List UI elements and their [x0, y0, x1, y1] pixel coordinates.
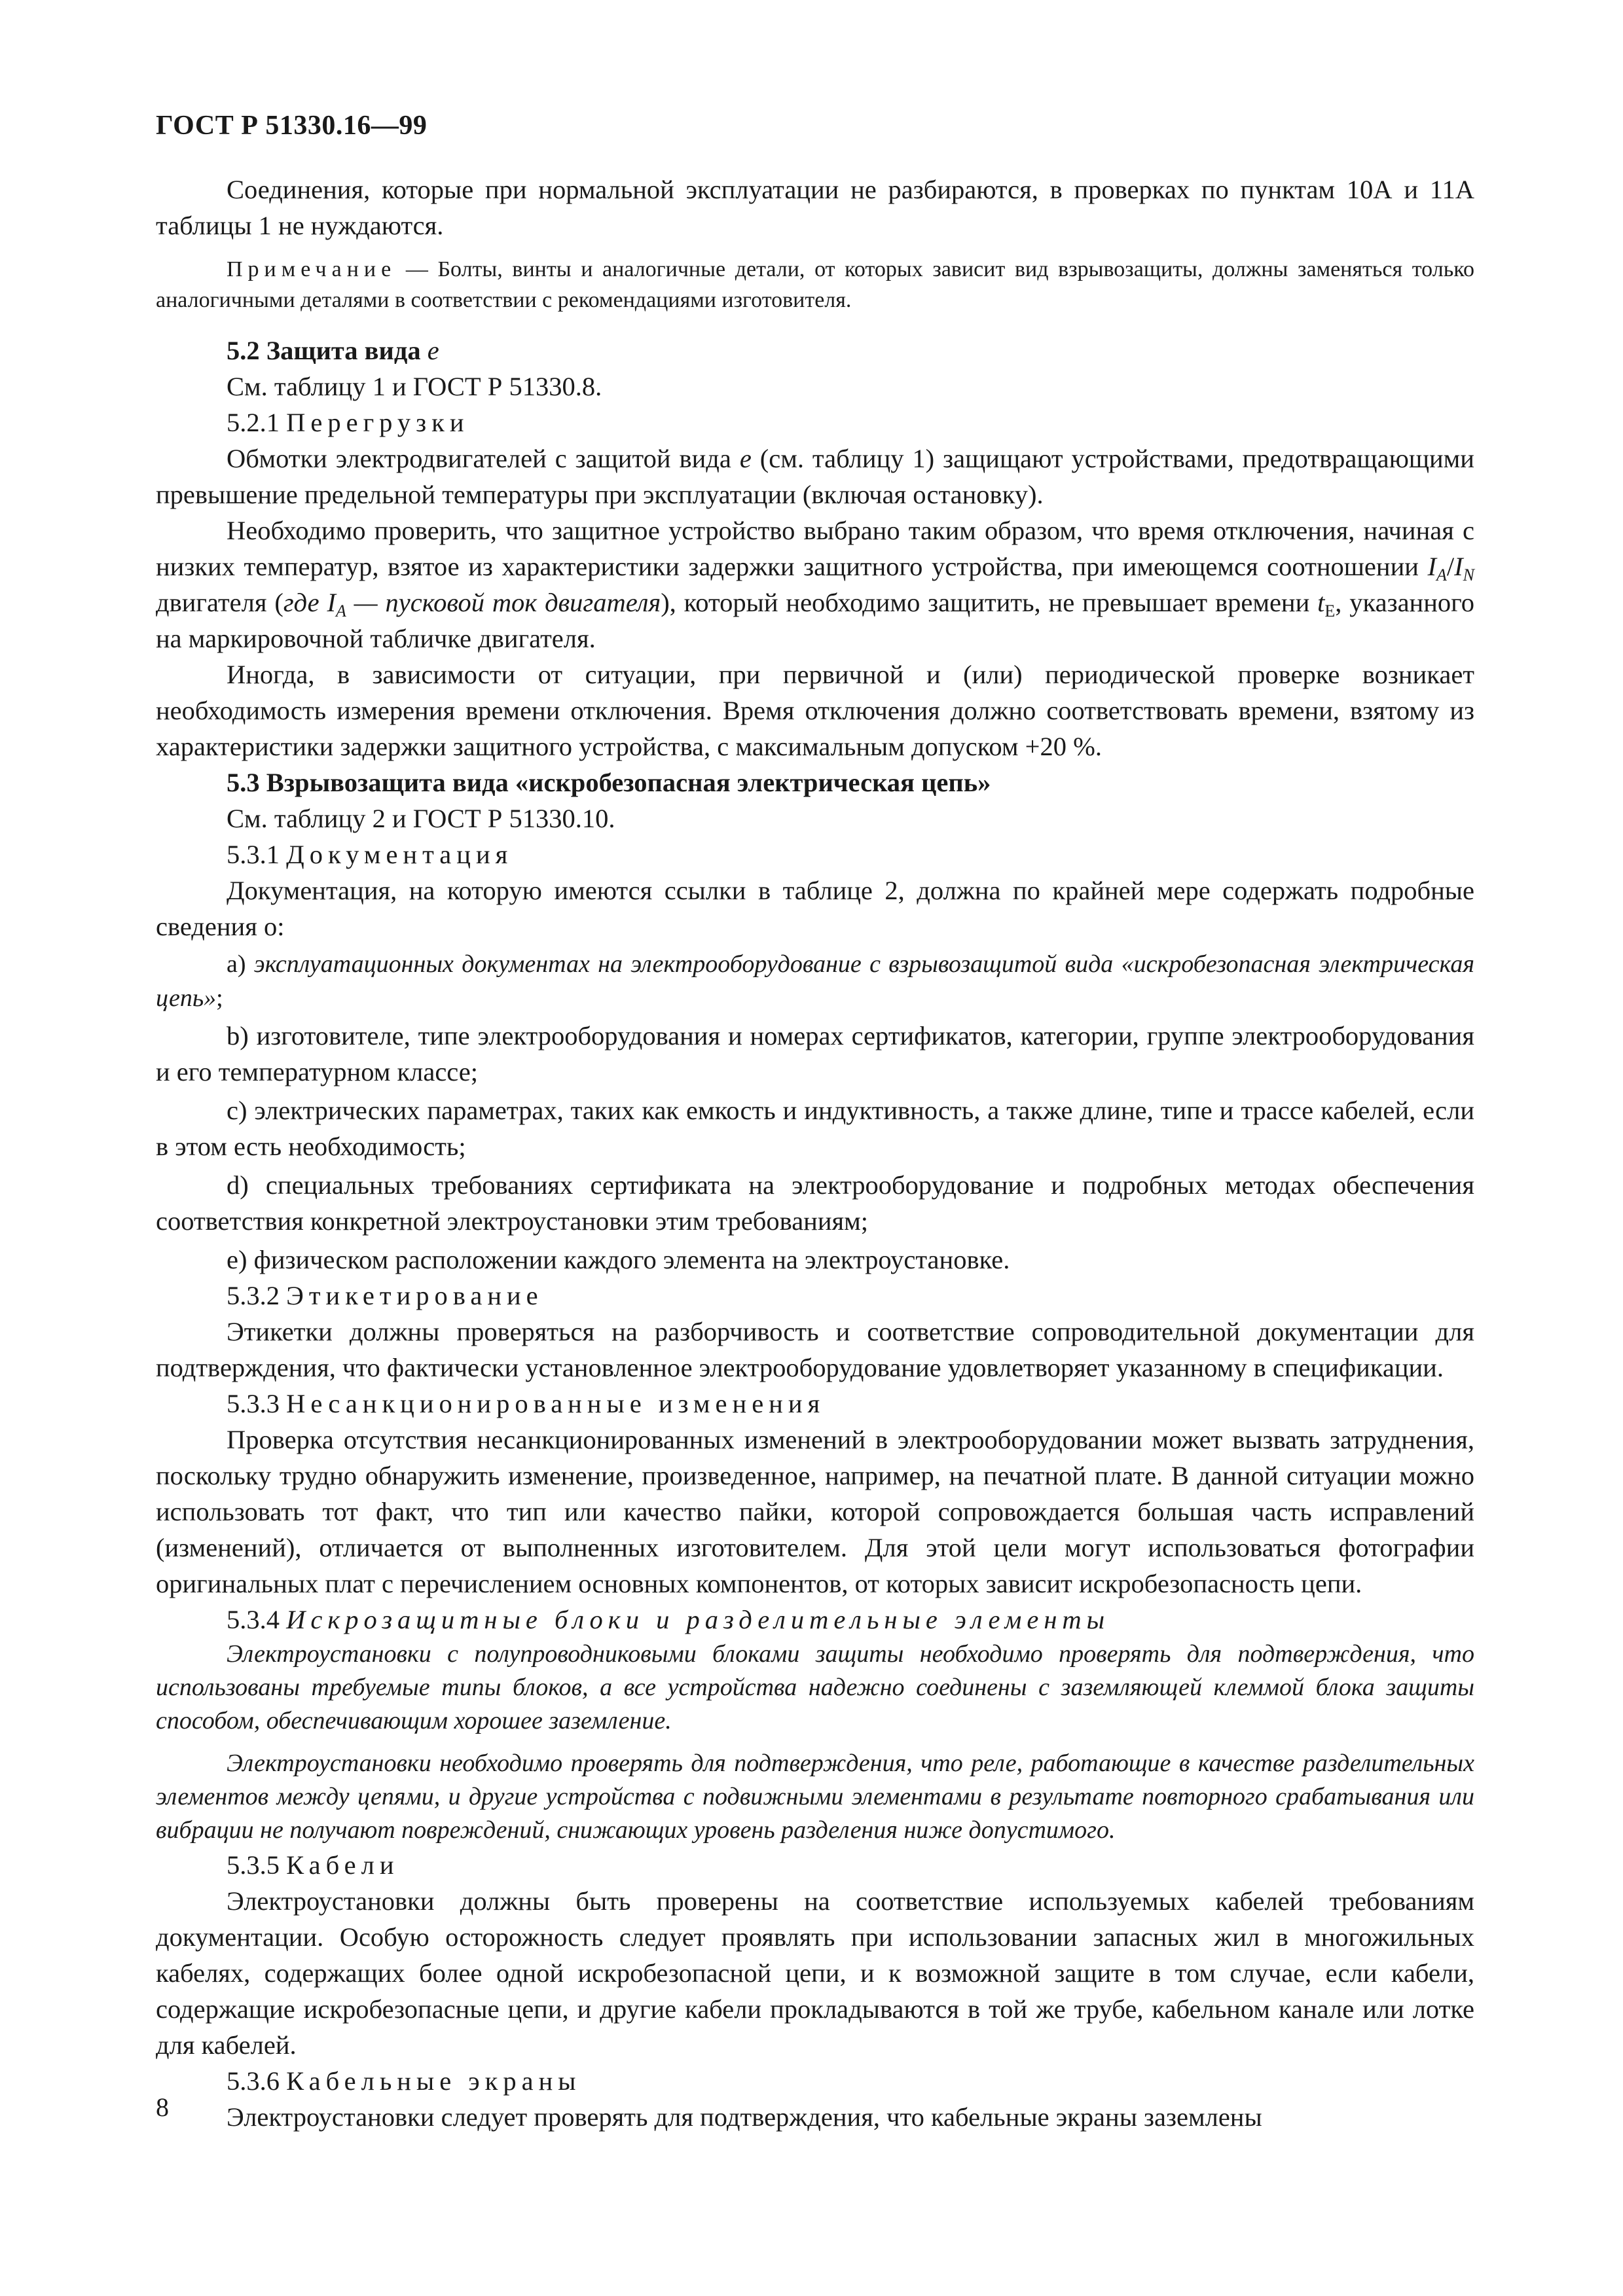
- page-number: 8: [156, 2092, 169, 2122]
- text-italic: где: [283, 588, 327, 617]
- text: Обмотки электродвигателей с защитой вида: [227, 444, 740, 473]
- paragraph: Соединения, которые при нормальной эксплуатации не разбираются, в проверках по пунктам 10А и 11А таблицы 1 не нуждаются.: [156, 175, 1474, 240]
- subsection-5-3-6-heading: [156, 2063, 1474, 2099]
- subsection-5-3-1-heading: [156, 836, 1474, 872]
- paragraph: Этикетки должны проверяться на разборчивость и соответствие сопроводительной документации для подтверждения, что фактически установленное электрооборудование удовлетворяет указанному в спецификации.: [156, 1317, 1474, 1382]
- note-text: — Болты, винты и аналогичные детали, от которых зависит вид взрывозащиты, должны заменяться только аналогичными деталями в соответствии с рекомендациями изготовителя.: [156, 257, 1474, 312]
- subsection-5-3-4-heading: [156, 1602, 1474, 1638]
- text: (см. таблицу 1) защищают устройствами, предотвращающими превышение предельной температуры при эксплуатации (включая остановку).: [156, 444, 1474, 509]
- subsection-title: Искрозащитные блоки и разделительные элементы: [286, 1605, 1110, 1634]
- text: , указанного на маркировочной табличке двигателя.: [156, 588, 1474, 653]
- text-italic: е: [739, 444, 752, 473]
- note: [156, 254, 1474, 315]
- formula-subscript: A: [1436, 565, 1447, 584]
- paragraph-italic: Электроустановки необходимо проверять для подтверждения, что реле, работающие в качестве разделительных элементов между цепями, и другие устройства с подвижными элементами в результате повторного срабатывания или вибрации не получают повреждений, снижающих уровень разделения ниже допустимого.: [156, 1749, 1474, 1844]
- list-punct: ;: [216, 984, 223, 1012]
- list-item-a: [156, 947, 1474, 1015]
- subsection-5-2-1-heading: [156, 404, 1474, 440]
- paragraph-italic: Электроустановки с полупроводниковыми блоками защиты необходимо проверять для подтверждения, что использованы требуемые типы блоков, а все устройства надежно соединены с заземляющей клеммой блока защиты способом, обеспечивающим хорошее заземление.: [156, 1640, 1474, 1734]
- subsection-5-3-3-heading: [156, 1386, 1474, 1422]
- list-text-italic: эксплуатационных документах на электрооборудование с взрывозащитой вида «искробезопасная электрическая цепь»: [156, 950, 1474, 1012]
- section-5-3-reference: См. таблицу 2 и ГОСТ Р 51330.10.: [227, 804, 615, 833]
- formula-symbol: I: [1454, 552, 1463, 581]
- subsection-5-3-2-heading: [156, 1278, 1474, 1314]
- subsection-number: 5.3.5: [227, 1850, 287, 1880]
- subsection-5-3-5-heading: [156, 1847, 1474, 1883]
- formula-subscript: N: [1463, 565, 1474, 584]
- text: Необходимо проверить, что защитное устройство выбрано таким образом, что время отключения, начиная с низких температур, взятое из характеристики задержки защитного устройства, при имеющемся соотношении: [156, 516, 1474, 581]
- text: двигателя (: [156, 588, 283, 617]
- formula-symbol: t: [1317, 588, 1325, 617]
- subsection-title: Кабельные экраны: [286, 2066, 581, 2096]
- text: ), который необходимо защитить, не превышает времени: [661, 588, 1318, 617]
- formula-slash: /: [1446, 552, 1455, 581]
- list-item-c: с) электрических параметрах, таких как емкость и индуктивность, а также длине, типе и трассе кабелей, если в этом есть необходимость;: [156, 1096, 1474, 1161]
- list-item-b: b) изготовителе, типе электрооборудования и номерах сертификатов, категории, группе электрооборудования и его температурном классе;: [156, 1021, 1474, 1086]
- section-5-3-heading: 5.3 Взрывозащита вида «искробезопасная электрическая цепь»: [227, 768, 991, 797]
- paragraph: Иногда, в зависимости от ситуации, при первичной и (или) периодической проверке возникает необходимость измерения времени отключения. Время отключения должно соответствовать времени, взятому из характеристики задержки защитного устройства, с максимальным допуском +20 %.: [156, 660, 1474, 761]
- section-title: 5.2 Защита вида: [227, 336, 428, 365]
- formula-symbol: I: [1427, 552, 1436, 581]
- subsection-number: 5.3.2: [227, 1281, 287, 1310]
- text-italic: — пусковой ток двигателя: [346, 588, 661, 617]
- paragraph: [156, 512, 1474, 656]
- note-label: Примечание: [227, 257, 397, 281]
- document-body: [156, 171, 1474, 2135]
- subsection-title: Этикетирование: [286, 1281, 543, 1310]
- section-title-e: е: [427, 336, 439, 365]
- list-marker: а): [227, 950, 254, 978]
- subsection-number: 5.3.4: [227, 1605, 287, 1634]
- paragraph: [156, 440, 1474, 512]
- paragraph: Документация, на которую имеются ссылки в таблице 2, должна по крайней мере содержать подробные сведения о:: [156, 876, 1474, 941]
- formula-symbol: I: [327, 588, 336, 617]
- paragraph: Электроустановки должны быть проверены на соответствие используемых кабелей требованиям документации. Особую осторожность следует проявлять при использовании запасных жил в многожильных кабелях, содержащих более одной искробезопасной цепи, и к возможной защите в том случае, если кабели, содержащие искробезопасные цепи, и другие кабели прокладываются в той же трубе, кабельном канале или лотке для кабелей.: [156, 1886, 1474, 2060]
- paragraph: Проверка отсутствия несанкционированных изменений в электрооборудовании может вызвать затруднения, поскольку трудно обнаружить изменение, произведенное, например, на печатной плате. В данной ситуации можно использовать тот факт, что тип или качество пайки, которой сопровождается большая часть исправлений (изменений), отличается от выполненных изготовителем. Для этой цели могут использоваться фотографии оригинальных плат с перечислением основных компонентов, от которых зависит искробезопасность цепи.: [156, 1425, 1474, 1598]
- subsection-title: Документация: [286, 840, 513, 869]
- paragraph: Электроустановки следует проверять для подтверждения, что кабельные экраны заземлены: [227, 2102, 1262, 2132]
- standard-header: ГОСТ Р 51330.16—99: [156, 111, 428, 141]
- formula-subscript: E: [1324, 601, 1336, 620]
- subsection-number: 5.2.1: [227, 408, 287, 437]
- subsection-title: Кабели: [286, 1850, 399, 1880]
- formula-subscript: A: [335, 601, 346, 620]
- subsection-title: Несанкционированные изменения: [286, 1389, 826, 1418]
- section-5-2-reference: См. таблицу 1 и ГОСТ Р 51330.8.: [227, 372, 602, 401]
- section-5-2-heading: [156, 332, 1474, 368]
- subsection-number: 5.3.1: [227, 840, 287, 869]
- subsection-number: 5.3.3: [227, 1389, 287, 1418]
- list-item-e: е) физическом расположении каждого элемента на электроустановке.: [227, 1245, 1010, 1274]
- subsection-title: Перегрузки: [286, 408, 469, 437]
- list-item-d: d) специальных требованиях сертификата на электрооборудование и подробных методах обеспечения соответствия конкретной электроустановки этим требованиям;: [156, 1170, 1474, 1236]
- subsection-number: 5.3.6: [227, 2066, 287, 2096]
